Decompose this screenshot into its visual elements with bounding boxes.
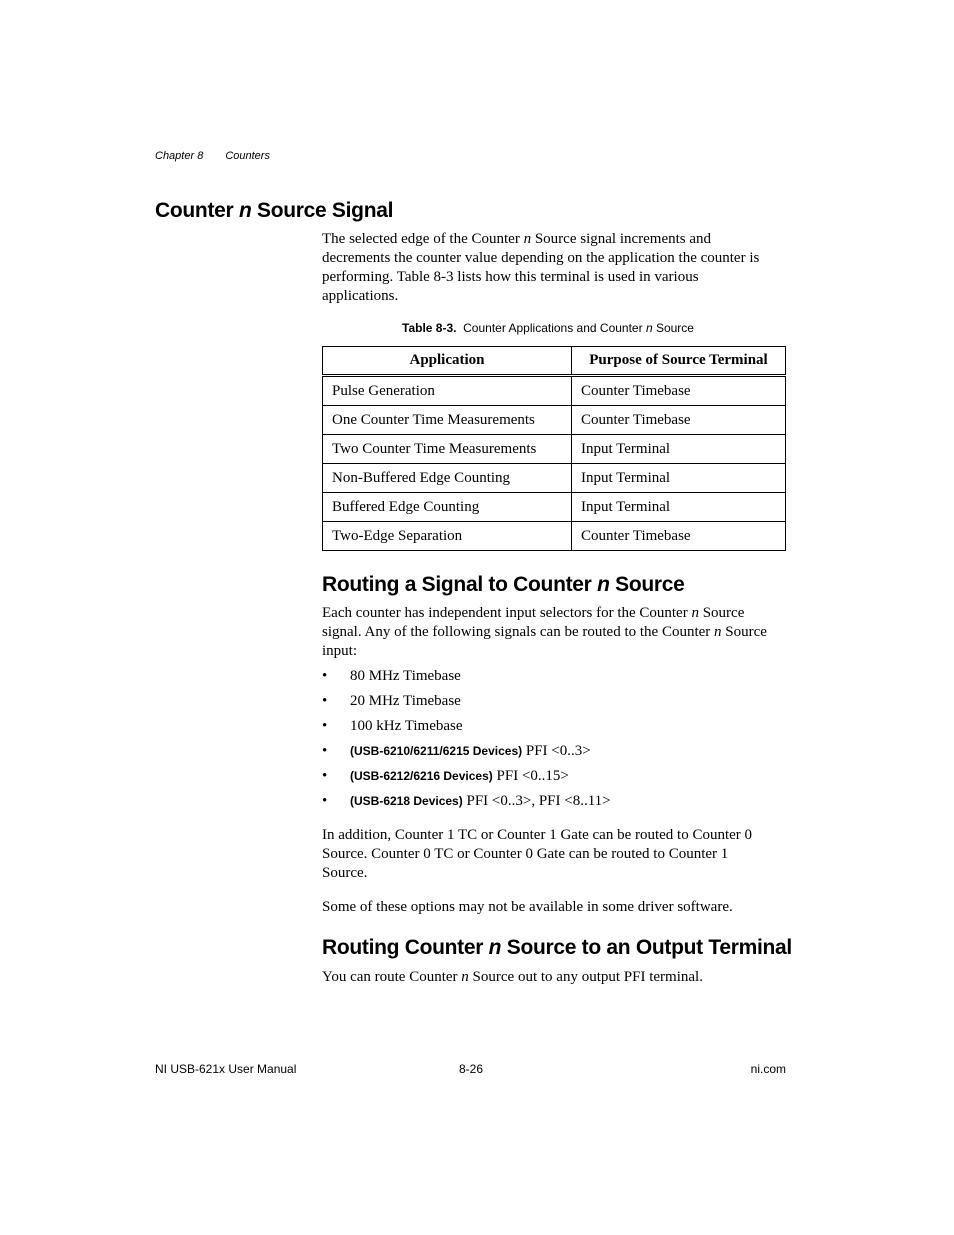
text-run: You can route Counter bbox=[322, 969, 462, 985]
table-cell: Counter Timebase bbox=[572, 376, 786, 406]
footer-link[interactable]: ni.com bbox=[750, 1062, 786, 1076]
list-item-text: 20 MHz Timebase bbox=[350, 693, 461, 709]
running-header bbox=[155, 150, 292, 162]
device-label: (USB-6218 Devices) bbox=[350, 794, 463, 808]
section-label: Counters bbox=[225, 150, 270, 162]
table-caption-label: Table 8-3. bbox=[402, 321, 457, 335]
list-item bbox=[322, 742, 786, 767]
title-variable: n bbox=[238, 199, 252, 222]
table-cell: Pulse Generation bbox=[323, 376, 572, 406]
footer-manual-title: NI USB-621x User Manual bbox=[155, 1062, 297, 1076]
device-label: (USB-6212/6216 Devices) bbox=[350, 769, 493, 783]
routing-paragraph bbox=[322, 604, 786, 661]
table-row bbox=[323, 464, 786, 493]
table-cell: Counter Timebase bbox=[572, 406, 786, 435]
table-row bbox=[323, 406, 786, 435]
title-variable: n bbox=[488, 936, 502, 959]
section-title-routing-signal bbox=[322, 573, 685, 597]
list-item bbox=[322, 692, 786, 717]
list-item-text: PFI <0..15> bbox=[492, 768, 569, 784]
table-row bbox=[323, 376, 786, 406]
list-item bbox=[322, 667, 786, 692]
text-run: Source signal. Any of the following signals can be routed to the Counter bbox=[322, 605, 745, 640]
title-text: Source Signal bbox=[251, 199, 394, 222]
table-cell: One Counter Time Measurements bbox=[323, 406, 572, 435]
title-text: Source to an Output Terminal bbox=[501, 936, 792, 959]
list-item-text: PFI <0..3> bbox=[522, 743, 591, 759]
intro-paragraph bbox=[322, 230, 772, 306]
caption-text: Counter Applications and Counter bbox=[463, 321, 646, 335]
text-variable: n bbox=[461, 969, 469, 985]
chapter-label: Chapter 8 bbox=[155, 150, 204, 162]
table-cell: Input Terminal bbox=[572, 435, 786, 464]
title-text: Routing a Signal to Counter bbox=[322, 573, 598, 596]
table-header-cell: Purpose of Source Terminal bbox=[572, 347, 786, 376]
counter-routing-paragraph: In addition, Counter 1 TC or Counter 1 Gate can be routed to Counter 0 Source. Counter 0 TC or Counter 0 Gate can be routed to Counter 1 Source. bbox=[322, 827, 753, 881]
title-text: Source bbox=[609, 573, 685, 596]
table-cell: Input Terminal bbox=[572, 464, 786, 493]
table-cell: Buffered Edge Counting bbox=[323, 493, 572, 522]
table-cell: Two-Edge Separation bbox=[323, 522, 572, 551]
title-text: Counter bbox=[155, 199, 239, 222]
list-item bbox=[322, 792, 786, 817]
text-variable: n bbox=[714, 624, 722, 640]
text-variable: n bbox=[523, 231, 532, 247]
table-row bbox=[323, 493, 786, 522]
list-item-text: PFI <0..3>, PFI <8..11> bbox=[462, 793, 611, 809]
text-run: Source signal increments and decrements the counter value depending on the application the counter is performing. Table 8-3 lists how this terminal is used in various applications. bbox=[322, 231, 760, 304]
section-title-output-terminal bbox=[322, 936, 792, 960]
text-variable: n bbox=[691, 605, 699, 621]
text-run: Each counter has independent input selectors for the Counter bbox=[322, 605, 692, 621]
table-row bbox=[323, 522, 786, 551]
title-variable: n bbox=[597, 573, 610, 596]
title-text: Routing Counter bbox=[322, 936, 489, 959]
list-item bbox=[322, 767, 786, 792]
caption-variable: n bbox=[645, 321, 653, 335]
signal-list bbox=[322, 667, 786, 817]
section-title-counter-source-signal bbox=[155, 199, 393, 223]
driver-note-paragraph: Some of these options may not be available in some driver software. bbox=[322, 899, 733, 915]
list-item-text: 100 kHz Timebase bbox=[350, 718, 463, 734]
table-header-cell: Application bbox=[323, 347, 572, 376]
output-paragraph bbox=[322, 968, 786, 987]
table-cell: Input Terminal bbox=[572, 493, 786, 522]
applications-table bbox=[322, 346, 786, 551]
text-run: The selected edge of the Counter bbox=[322, 231, 524, 247]
device-label: (USB-6210/6211/6215 Devices) bbox=[350, 744, 523, 758]
list-item bbox=[322, 717, 786, 742]
text-run: Source out to any output PFI terminal. bbox=[468, 969, 703, 985]
caption-text: Source bbox=[652, 321, 694, 335]
table-header-row bbox=[323, 347, 786, 376]
table-caption bbox=[402, 321, 694, 335]
table-cell: Two Counter Time Measurements bbox=[323, 435, 572, 464]
table-row bbox=[323, 435, 786, 464]
page-number: 8-26 bbox=[459, 1062, 484, 1076]
table-cell: Non-Buffered Edge Counting bbox=[323, 464, 572, 493]
table-cell: Counter Timebase bbox=[572, 522, 786, 551]
text-run: Source input: bbox=[322, 624, 767, 659]
list-item-text: 80 MHz Timebase bbox=[350, 668, 461, 684]
